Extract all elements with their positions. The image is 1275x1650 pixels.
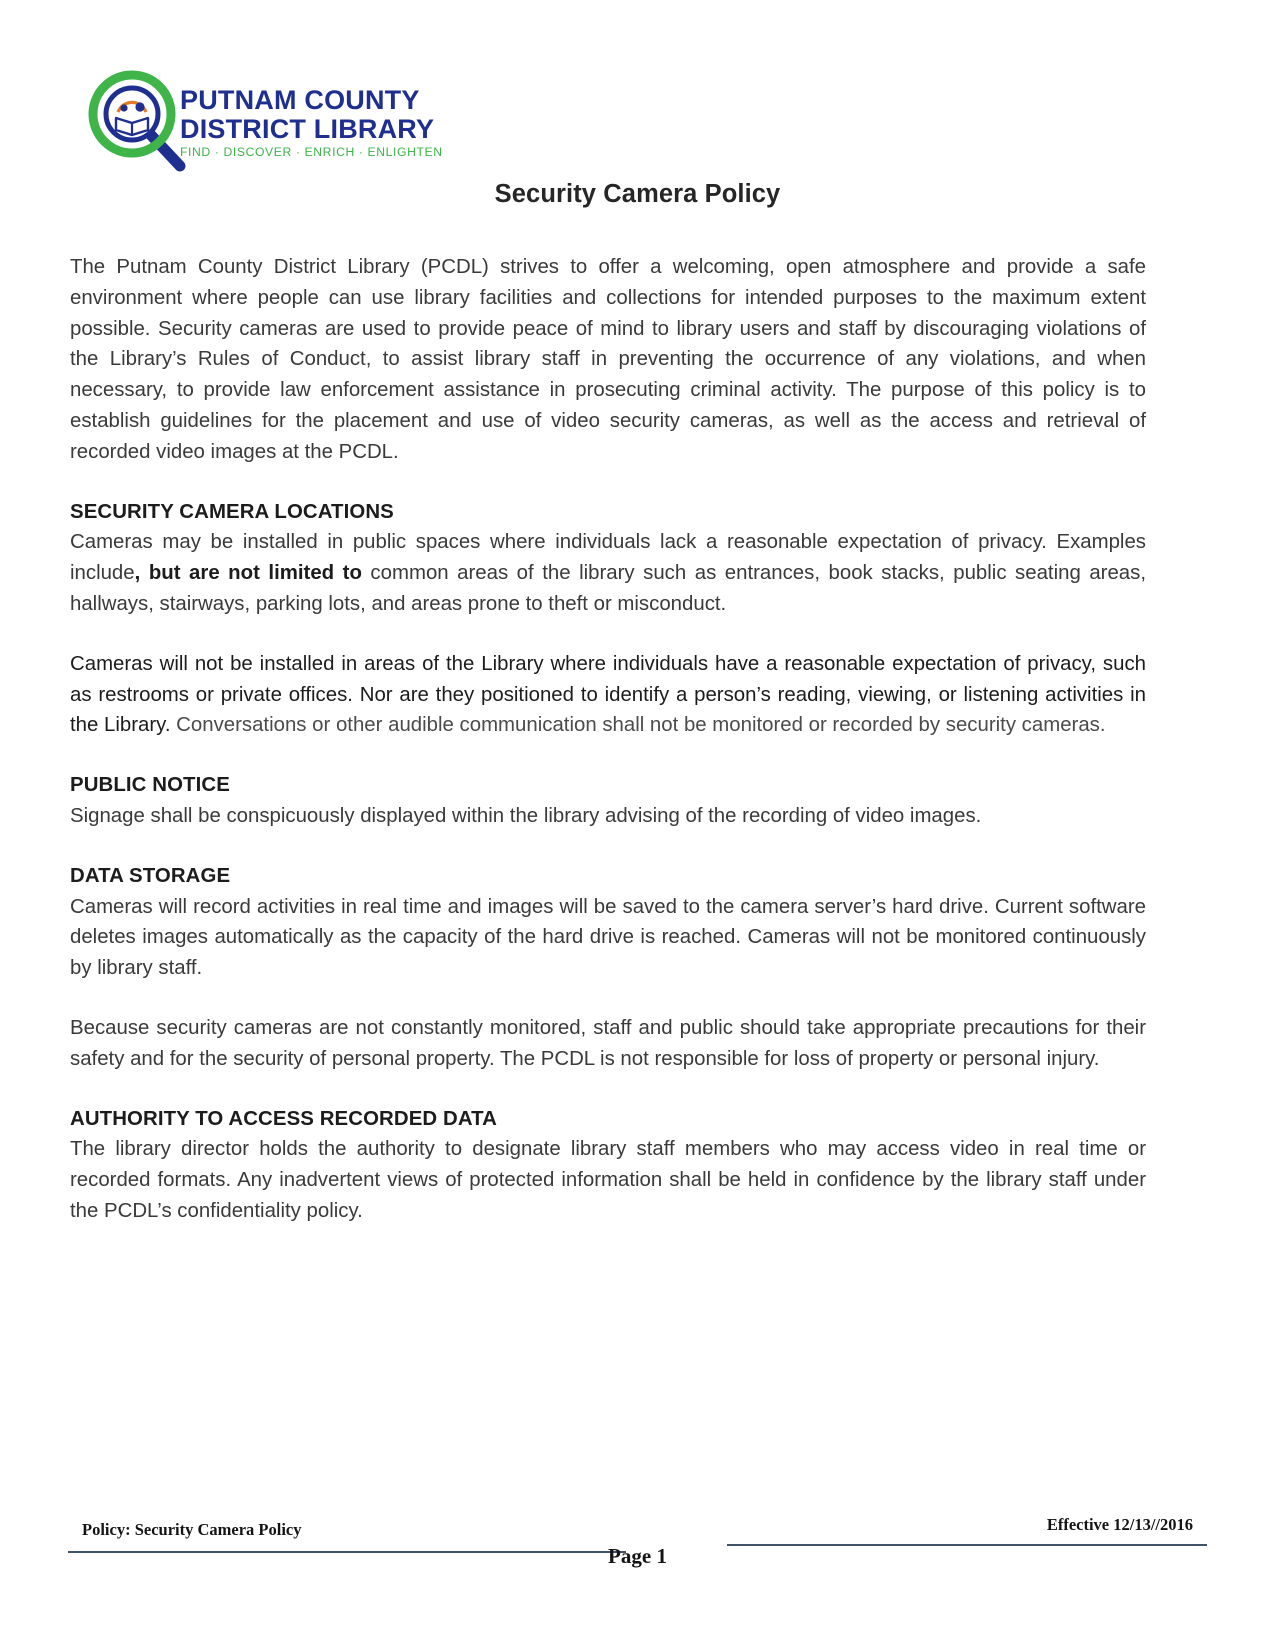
public-notice-paragraph: Signage shall be conspicuously displayed within the library advising of the recording of video images. [70, 804, 982, 827]
locations-paragraph-1 [70, 527, 1146, 619]
page-footer [68, 1516, 1207, 1578]
heading-security-camera-locations: SECURITY CAMERA LOCATIONS [70, 500, 394, 523]
locations-p2-part-a: Cameras will not be installed in areas of the Library where individuals have a reasonable expectation of privacy, such as restrooms or private offices. Nor are they positioned to identify a person’s reading, viewing, or listening activities in the Library. [70, 652, 1146, 737]
page-title: Security Camera Policy [494, 180, 781, 208]
heading-data-storage: DATA STORAGE [70, 864, 231, 887]
data-storage-paragraph-2: Because security cameras are not constantly monitored, staff and public should take appropriate precautions for their safety and for the security of personal property. The PCDL is not responsible for loss of property or personal injury. [70, 1016, 1146, 1070]
logo-tagline: FIND · DISCOVER · ENRICH · ENLIGHTEN [180, 145, 443, 159]
footer-policy-label: Policy: Security Camera Policy [82, 1520, 302, 1539]
library-logo [88, 68, 508, 178]
locations-p1-part-a: Cameras may be installed in public spaces where individuals lack a reasonable expectation of privacy. Examples include [70, 531, 1146, 585]
authority-paragraph: The library director holds the authority to designate library staff members who may access video in real time or recorded formats. Any inadvertent views of protected information shall be held in confidence by the library staff under the PCDL’s confidentiality policy. [70, 1138, 1146, 1222]
locations-p1-emphasis: , but are not limited to [134, 562, 362, 585]
intro-paragraph: The Putnam County District Library (PCDL) strives to offer a welcoming, open atmosphere and provide a safe environment where people can use library facilities and collections for intended purposes to the maximum extent possible. Security cameras are used to provide peace of mind to library users and staff by discouraging violations of the Library’s Rules of Conduct, to assist library staff in preventing the occurrence of any violations, and when necessary, to provide law enforcement assistance in prosecuting criminal activity. The purpose of this policy is to establish guidelines for the placement and use of video security cameras, as well as the access and retrieval of recorded video images at the PCDL. [70, 256, 1146, 463]
heading-public-notice: PUBLIC NOTICE [70, 774, 230, 797]
locations-p1-part-c: common areas of the library such as entrances, book stacks, public seating areas, hallways, stairways, parking lots, and areas prone to theft or misconduct. [70, 562, 1146, 615]
document-body [70, 252, 1146, 1227]
locations-p2-part-b: Conversations or other audible communication shall not be monitored or recorded by security cameras. [170, 714, 1106, 737]
logo-line-1: PUTNAM COUNTY [180, 85, 420, 115]
footer-effective-date: Effective 12/13//2016 [1046, 1515, 1193, 1534]
footer-page-number: Page 1 [608, 1544, 667, 1568]
heading-authority-to-access-recorded-data: AUTHORITY TO ACCESS RECORDED DATA [70, 1107, 497, 1130]
logo-line-2: DISTRICT LIBRARY [180, 114, 435, 144]
magnifier-book-logo-icon [88, 70, 192, 174]
logo-wordmark [180, 86, 510, 159]
locations-paragraph-2 [70, 649, 1146, 741]
data-storage-paragraph-1: Cameras will record activities in real time and images will be saved to the camera server’s hard drive. Current software deletes images automatically as the capacity of the hard drive is reached. Cameras will not be monitored continuously by library staff. [70, 895, 1146, 980]
